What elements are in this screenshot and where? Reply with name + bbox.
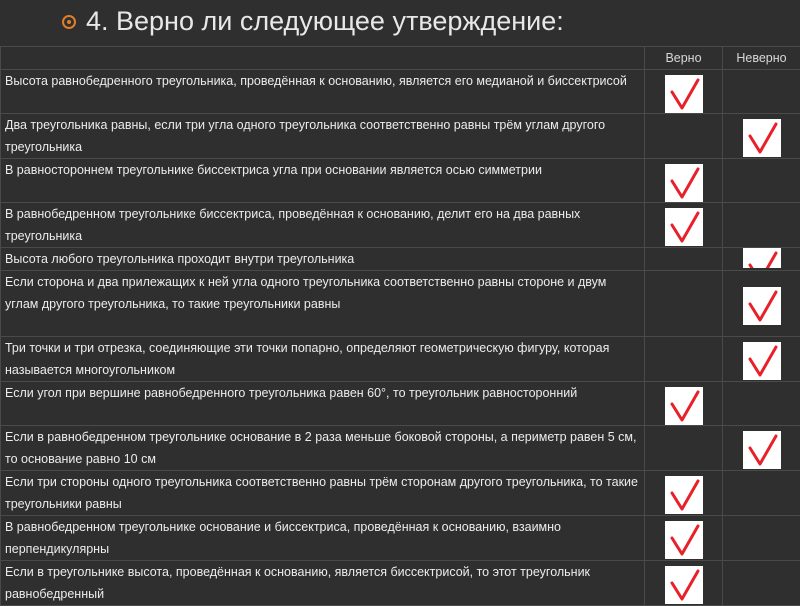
true-cell[interactable] xyxy=(645,561,723,606)
false-cell[interactable] xyxy=(723,114,800,159)
check-mark-icon xyxy=(665,75,703,113)
true-cell[interactable] xyxy=(645,271,723,337)
true-cell[interactable] xyxy=(645,203,723,248)
check-mark-icon xyxy=(665,164,703,202)
bullet-icon xyxy=(62,15,76,29)
table-header-row xyxy=(1,47,800,70)
check-mark-icon xyxy=(743,287,781,325)
statement-cell: Два треугольника равны, если три угла одного треугольника соответственно равны трём углам другого треугольника xyxy=(1,114,645,159)
true-cell[interactable] xyxy=(645,70,723,114)
slide-header xyxy=(0,0,800,46)
check-mark-icon xyxy=(665,521,703,559)
check-mark-icon xyxy=(665,566,703,604)
table-row xyxy=(1,248,800,271)
true-cell[interactable] xyxy=(645,426,723,471)
table-row xyxy=(1,159,800,203)
true-header: Верно xyxy=(645,47,723,70)
true-cell[interactable] xyxy=(645,471,723,516)
table-row xyxy=(1,203,800,248)
table-row xyxy=(1,561,800,606)
table-row xyxy=(1,516,800,561)
table-row xyxy=(1,471,800,516)
false-cell[interactable] xyxy=(723,337,800,382)
statement-cell: Высота любого треугольника проходит внутри треугольника xyxy=(1,248,645,271)
false-cell[interactable] xyxy=(723,203,800,248)
false-cell[interactable] xyxy=(723,516,800,561)
statement-cell: Если сторона и два прилежащих к ней угла одного треугольника соответственно равны стороне и двум углам другого треугольника, то такие треугольники равны xyxy=(1,271,645,337)
statement-cell: В равнобедренном треугольнике биссектриса, проведённая к основанию, делит его на два равных треугольника xyxy=(1,203,645,248)
check-mark-icon xyxy=(743,248,781,268)
table-row xyxy=(1,426,800,471)
false-cell[interactable] xyxy=(723,70,800,114)
false-cell[interactable] xyxy=(723,561,800,606)
statement-cell: Высота равнобедренного треугольника, проведённая к основанию, является его медианой и биссектрисой xyxy=(1,70,645,114)
false-cell[interactable] xyxy=(723,271,800,337)
false-cell[interactable] xyxy=(723,471,800,516)
false-cell[interactable] xyxy=(723,159,800,203)
statement-cell: Если угол при вершине равнобедренного треугольника равен 60°, то треугольник равносторонний xyxy=(1,382,645,426)
check-mark-icon xyxy=(743,431,781,469)
false-header: Неверно xyxy=(723,47,800,70)
table-row xyxy=(1,271,800,337)
false-cell[interactable] xyxy=(723,426,800,471)
false-cell[interactable] xyxy=(723,382,800,426)
table-row xyxy=(1,382,800,426)
slide-title: 4. Верно ли следующее утверждение: xyxy=(86,4,564,38)
check-mark-icon xyxy=(665,387,703,425)
true-cell[interactable] xyxy=(645,114,723,159)
statement-cell: В равнобедренном треугольнике основание и биссектриса, проведённая к основанию, взаимно перпендикулярны xyxy=(1,516,645,561)
statement-cell: Если в треугольнике высота, проведённая к основанию, является биссектрисой, то этот треугольник равнобедренный xyxy=(1,561,645,606)
false-cell[interactable] xyxy=(723,248,800,271)
statement-cell: Три точки и три отрезка, соединяющие эти точки попарно, определяют геометрическую фигуру, которая называется многоугольником xyxy=(1,337,645,382)
true-cell[interactable] xyxy=(645,159,723,203)
statement-header xyxy=(1,47,645,70)
true-cell[interactable] xyxy=(645,516,723,561)
table-row xyxy=(1,70,800,114)
check-mark-icon xyxy=(665,476,703,514)
check-mark-icon xyxy=(665,208,703,246)
table-row xyxy=(1,114,800,159)
true-cell[interactable] xyxy=(645,248,723,271)
true-cell[interactable] xyxy=(645,382,723,426)
answer-table xyxy=(0,46,800,606)
check-mark-icon xyxy=(743,342,781,380)
statement-cell: Если три стороны одного треугольника соответственно равны трём сторонам другого треугольника, то такие треугольники равны xyxy=(1,471,645,516)
table-row xyxy=(1,337,800,382)
statement-cell: В равностороннем треугольнике биссектриса угла при основании является осью симметрии xyxy=(1,159,645,203)
check-mark-icon xyxy=(743,119,781,157)
true-cell[interactable] xyxy=(645,337,723,382)
statement-cell: Если в равнобедренном треугольнике основание в 2 раза меньше боковой стороны, а периметр равен 5 см, то основание равно 10 см xyxy=(1,426,645,471)
